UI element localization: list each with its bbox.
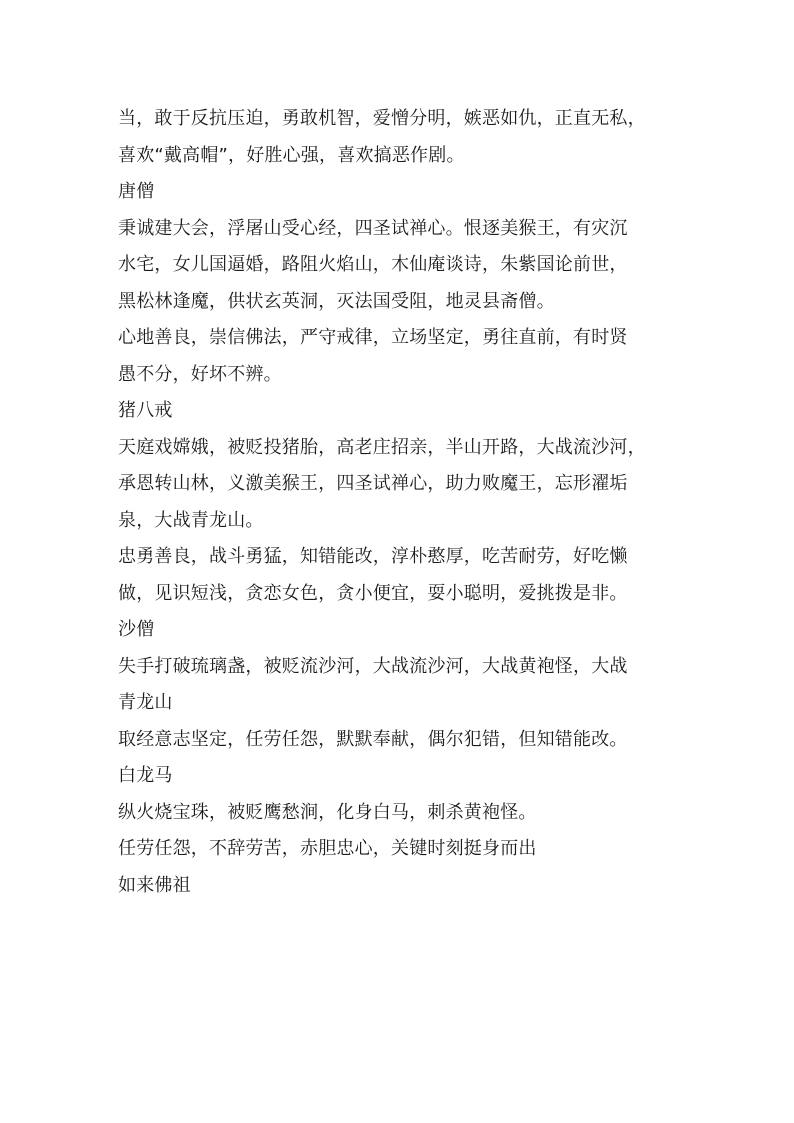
text-line: 秉诚建大会，浮屠山受心经，四圣试禅心。恨逐美猴王，有灾沉 [118, 217, 628, 239]
text-line: 天庭戏嫦娥，被贬投猪胎，高老庄招亲，半山开路，大战流沙河， [118, 436, 646, 458]
text-line: 纵火烧宝珠，被贬鹰愁涧，化身白马，刺杀黄袍怪。 [118, 801, 537, 823]
text-line: 心地善良，崇信佛法，严守戒律，立场坚定，勇往直前，有时贤 [118, 327, 628, 348]
text-line: 忠勇善良，战斗勇猛，知错能改，淳朴憨厚，吃苦耐劳，好吃懒 [118, 546, 628, 567]
text-line: 任劳任怨，不辞劳苦，赤胆忠心，关键时刻挺身而出 [118, 838, 537, 859]
text-line: 黑松林逢魔，供状玄英洞，灭法国受阻，地灵县斋僧。 [118, 290, 555, 312]
text-line: 水宅，女儿国逼婚，路阻火焰山，木仙庵谈诗，朱紫国论前世， [118, 254, 628, 275]
text-line: 喜欢“戴高帽”，好胜心强，喜欢搞恶作剧。 [118, 144, 465, 166]
text-line: 取经意志坚定，任劳任怨，默默奉献，偶尔犯错，但知错能改。 [118, 728, 628, 750]
section-heading-ru-lai-fo-zu: 如来佛祖 [118, 874, 191, 896]
text-line: 当，敢于反抗压迫，勇敢机智，爱憎分明，嫉恶如仇，正直无私， [118, 108, 646, 129]
text-line: 青龙山 [118, 692, 173, 713]
text-line: 愚不分，好坏不辨。 [118, 363, 282, 385]
text-line: 承恩转山林，义激美猴王，四圣试禅心，助力败魔王，忘形濯垢 [118, 473, 628, 494]
document-body [118, 101, 688, 904]
section-heading-bai-long-ma: 白龙马 [118, 765, 173, 786]
text-line: 失手打破琉璃盏，被贬流沙河，大战流沙河，大战黄袍怪，大战 [118, 655, 628, 677]
text-line: 泉，大战青龙山。 [118, 509, 264, 531]
section-heading-tang-seng: 唐僧 [118, 181, 155, 202]
section-heading-sha-seng: 沙僧 [118, 619, 155, 640]
section-heading-zhu-ba-jie: 猪八戒 [118, 400, 173, 421]
text-line: 做，见识短浅，贪恋女色，贪小便宜，耍小聪明，爱挑拨是非。 [118, 582, 628, 604]
